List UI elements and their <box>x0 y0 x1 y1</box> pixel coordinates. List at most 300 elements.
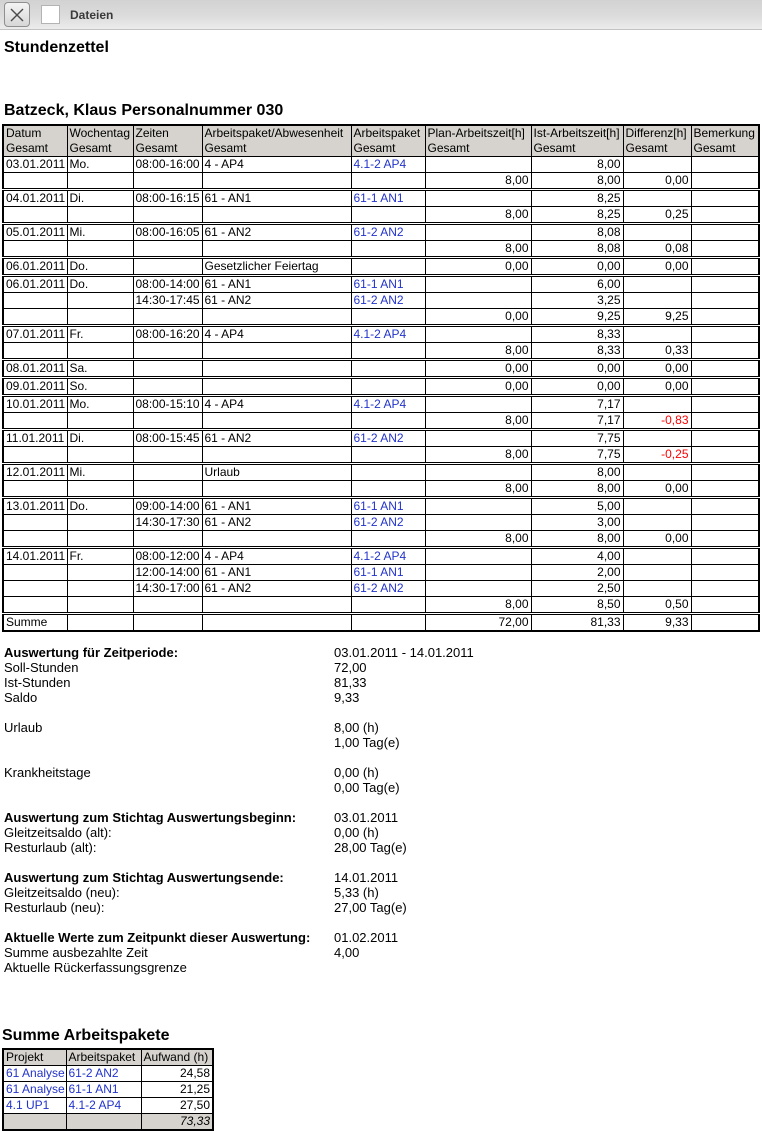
summary-row <box>4 645 762 660</box>
timesheet-cell <box>133 531 202 548</box>
timesheet-cell: Mi. <box>67 464 133 481</box>
timesheet-cell: Do. <box>67 276 133 293</box>
summary-row <box>4 960 762 975</box>
timesheet-cell: 0,00 <box>623 258 691 276</box>
timesheet-cell: 12.01.2011 <box>3 464 67 481</box>
timesheet-cell: 8,08 <box>531 241 623 258</box>
timesheet-cell: 0,25 <box>623 207 691 224</box>
packages-cell <box>66 1114 141 1131</box>
timesheet-cell <box>351 258 425 276</box>
timesheet-cell <box>691 241 759 258</box>
timesheet-cell <box>67 531 133 548</box>
summary-value: 0,00 (h) <box>334 825 379 840</box>
timesheet-cell: 8,00 <box>531 481 623 498</box>
timesheet-header-row <box>3 125 759 157</box>
timesheet-cell <box>691 531 759 548</box>
timesheet-cell: 0,00 <box>531 258 623 276</box>
arbeitspaket-link[interactable]: 61-2 AN2 <box>353 431 404 445</box>
arbeitspaket-link[interactable]: 61-2 AN2 <box>68 1066 119 1080</box>
timesheet-cell: 06.01.2011 <box>3 276 67 293</box>
summary-label <box>4 780 334 795</box>
timesheet-cell: 04.01.2011 <box>3 190 67 207</box>
packages-row <box>3 1098 213 1114</box>
timesheet-cell: 0,08 <box>623 241 691 258</box>
timesheet-row <box>3 413 759 430</box>
timesheet-cell <box>133 360 202 378</box>
timesheet-cell: 0,00 <box>623 531 691 548</box>
summary-row <box>4 765 762 780</box>
timesheet-cell <box>623 498 691 515</box>
timesheet-cell: 2,50 <box>531 581 623 597</box>
timesheet-cell <box>691 157 759 173</box>
timesheet-cell <box>351 157 425 173</box>
timesheet-cell: 12:00-14:00 <box>133 565 202 581</box>
timesheet-cell: 05.01.2011 <box>3 224 67 241</box>
timesheet-cell: Di. <box>67 190 133 207</box>
column-header-line1: Wochentag <box>69 126 130 140</box>
summary-row <box>4 885 762 900</box>
packages-cell <box>3 1066 66 1082</box>
timesheet-cell: 08:00-16:15 <box>133 190 202 207</box>
summary-label: Urlaub <box>4 720 43 735</box>
timesheet-cell: 14:30-17:30 <box>133 515 202 531</box>
timesheet-cell <box>351 309 425 326</box>
packages-cell <box>3 1098 66 1114</box>
dateien-checkbox[interactable] <box>41 5 60 24</box>
timesheet-cell <box>351 413 425 430</box>
summary-value: 27,00 Tag(e) <box>334 900 407 915</box>
timesheet-cell <box>351 343 425 360</box>
arbeitspaket-link[interactable]: 61-2 AN2 <box>353 581 404 595</box>
timesheet-row <box>3 157 759 173</box>
timesheet-cell <box>351 326 425 343</box>
timesheet-cell: 7,75 <box>531 430 623 447</box>
packages-header-row <box>3 1049 213 1066</box>
timesheet-cell: Do. <box>67 258 133 276</box>
summary-label: Auswertung zum Stichtag Auswertungsende: <box>4 870 284 885</box>
timesheet-cell: Urlaub <box>202 464 351 481</box>
timesheet-cell <box>202 378 351 396</box>
arbeitspaket-link[interactable]: 61-2 AN2 <box>353 293 404 307</box>
timesheet-cell: 81,33 <box>531 614 623 632</box>
timesheet-cell <box>351 190 425 207</box>
timesheet-cell <box>202 360 351 378</box>
timesheet-cell: Mo. <box>67 157 133 173</box>
timesheet-row <box>3 276 759 293</box>
timesheet-cell <box>623 548 691 565</box>
timesheet-cell: 13.01.2011 <box>3 498 67 515</box>
projekt-link[interactable]: 4.1 UP1 <box>6 1098 50 1112</box>
packages-table <box>2 1048 214 1131</box>
packages-cell: 24,58 <box>141 1066 213 1082</box>
timesheet-cell <box>691 515 759 531</box>
column-header-line2: Gesamt <box>533 141 576 155</box>
timesheet-cell: So. <box>67 378 133 396</box>
arbeitspaket-link[interactable]: 61-2 AN2 <box>353 225 404 239</box>
summary-label: Resturlaub (neu): <box>4 900 105 915</box>
arbeitspaket-link[interactable]: 4.1-2 AP4 <box>353 549 407 563</box>
timesheet-cell <box>351 581 425 597</box>
summary-row <box>4 780 762 795</box>
timesheet-cell: 14.01.2011 <box>3 548 67 565</box>
timesheet-row <box>3 293 759 309</box>
timesheet-cell <box>351 531 425 548</box>
timesheet-cell <box>425 548 531 565</box>
timesheet-cell: 08:00-16:00 <box>133 157 202 173</box>
timesheet-cell <box>133 173 202 190</box>
column-header-line1: Arbeitspaket <box>353 126 421 140</box>
timesheet-cell <box>67 481 133 498</box>
column-header-line2: Gesamt <box>69 141 112 155</box>
timesheet-cell <box>623 581 691 597</box>
summary-label <box>4 735 334 750</box>
summary-spacer <box>4 855 762 870</box>
timesheet-cell <box>425 515 531 531</box>
timesheet-row <box>3 396 759 413</box>
timesheet-cell: 8,50 <box>531 597 623 614</box>
timesheet-cell <box>351 597 425 614</box>
timesheet-cell: 0,50 <box>623 597 691 614</box>
timesheet-cell <box>351 293 425 309</box>
timesheet-cell <box>202 531 351 548</box>
timesheet-cell: 7,17 <box>531 413 623 430</box>
arbeitspaket-link[interactable]: 4.1-2 AP4 <box>68 1098 122 1112</box>
summary-row <box>4 735 762 750</box>
timesheet-cell: 0,00 <box>425 258 531 276</box>
timesheet-row <box>3 173 759 190</box>
timesheet-cell: 8,25 <box>531 207 623 224</box>
timesheet-cell: 0,00 <box>623 378 691 396</box>
timesheet-cell <box>67 597 133 614</box>
arbeitspaket-link[interactable]: 61-1 AN1 <box>353 191 404 205</box>
summary-label: Gleitzeitsaldo (alt): <box>4 825 112 840</box>
column-header-line1: Bemerkung <box>693 126 755 140</box>
timesheet-row <box>3 565 759 581</box>
summary-row <box>4 660 762 675</box>
summary-value: 28,00 Tag(e) <box>334 840 407 855</box>
timesheet-row <box>3 481 759 498</box>
timesheet-cell <box>133 447 202 464</box>
timesheet-cell <box>67 614 133 632</box>
packages-cell <box>3 1082 66 1098</box>
timesheet-cell <box>623 396 691 413</box>
summary-label: Aktuelle Rückerfassungsgrenze <box>4 960 187 975</box>
timesheet-cell: 8,00 <box>531 464 623 481</box>
timesheet-cell: 8,00 <box>531 157 623 173</box>
timesheet-cell: Gesetzlicher Feiertag <box>202 258 351 276</box>
summary-value: 81,33 <box>334 675 367 690</box>
timesheet-row <box>3 430 759 447</box>
timesheet-cell: Fr. <box>67 548 133 565</box>
timesheet-cell: 8,33 <box>531 343 623 360</box>
column-header-line2: Gesamt <box>6 141 49 155</box>
timesheet-column-header <box>351 125 425 157</box>
timesheet-cell: 8,00 <box>425 447 531 464</box>
timesheet-cell: Di. <box>67 430 133 447</box>
timesheet-column-header <box>691 125 759 157</box>
arbeitspaket-link[interactable]: 4.1-2 AP4 <box>353 327 407 341</box>
arbeitspaket-link[interactable]: 61-1 AN1 <box>353 565 404 579</box>
timesheet-cell: 08:00-12:00 <box>133 548 202 565</box>
timesheet-cell <box>351 276 425 293</box>
timesheet-cell: 8,00 <box>531 173 623 190</box>
timesheet-cell <box>3 241 67 258</box>
timesheet-cell: 03.01.2011 <box>3 157 67 173</box>
timesheet-cell <box>425 326 531 343</box>
timesheet-cell <box>351 430 425 447</box>
timesheet-cell <box>691 396 759 413</box>
timesheet-column-header <box>3 125 67 157</box>
timesheet-cell: 8,00 <box>425 413 531 430</box>
timesheet-cell <box>623 293 691 309</box>
summary-value: 5,33 (h) <box>334 885 379 900</box>
timesheet-column-header <box>623 125 691 157</box>
timesheet-cell <box>691 190 759 207</box>
column-header-line1: Datum <box>6 126 42 140</box>
timesheet-cell: 09:00-14:00 <box>133 498 202 515</box>
timesheet-cell: 0,00 <box>425 360 531 378</box>
timesheet-cell: 4 - AP4 <box>202 548 351 565</box>
timesheet-cell: 5,00 <box>531 498 623 515</box>
timesheet-cell <box>691 293 759 309</box>
timesheet-cell <box>202 207 351 224</box>
column-header-line1: Differenz[h] <box>625 126 687 140</box>
packages-heading: Summe Arbeitspakete <box>2 1027 170 1044</box>
summary-label: Resturlaub (alt): <box>4 840 97 855</box>
timesheet-cell <box>691 207 759 224</box>
timesheet-cell <box>691 343 759 360</box>
packages-row <box>3 1082 213 1098</box>
column-header-line2: Gesamt <box>625 141 668 155</box>
summary-label: Auswertung für Zeitperiode: <box>4 645 179 660</box>
employee-heading: Batzeck, Klaus Personalnummer 030 <box>4 102 284 119</box>
summary-label: Aktuelle Werte zum Zeitpunkt dieser Auswertung: <box>4 930 311 945</box>
summary-value: 14.01.2011 <box>334 870 399 885</box>
timesheet-cell: 08:00-15:45 <box>133 430 202 447</box>
timesheet-row <box>3 241 759 258</box>
timesheet-cell: 61 - AN2 <box>202 293 351 309</box>
arbeitspaket-link[interactable]: 4.1-2 AP4 <box>353 397 407 411</box>
arbeitspaket-link[interactable]: 61-1 AN1 <box>353 499 404 513</box>
summary-row <box>4 930 762 945</box>
column-header-line2: Gesamt <box>353 141 396 155</box>
timesheet-cell <box>202 447 351 464</box>
timesheet-cell <box>691 360 759 378</box>
summary-row <box>4 675 762 690</box>
timesheet-column-header <box>133 125 202 157</box>
packages-cell <box>66 1098 141 1114</box>
summary-value: 4,00 <box>334 945 360 960</box>
packages-cell <box>66 1066 141 1082</box>
timesheet-cell: 72,00 <box>425 614 531 632</box>
column-header-line1: Ist-Arbeitszeit[h] <box>533 126 620 140</box>
timesheet-cell <box>3 565 67 581</box>
timesheet-cell <box>133 464 202 481</box>
timesheet-cell: Mo. <box>67 396 133 413</box>
timesheet-cell <box>202 413 351 430</box>
timesheet-cell: 0,00 <box>531 378 623 396</box>
timesheet-cell: 8,00 <box>425 481 531 498</box>
timesheet-cell: 61 - AN1 <box>202 190 351 207</box>
timesheet-cell: 08.01.2011 <box>3 360 67 378</box>
timesheet-cell: 07.01.2011 <box>3 326 67 343</box>
column-header-line1: Zeiten <box>135 126 169 140</box>
timesheet-cell <box>691 614 759 632</box>
timesheet-row <box>3 614 759 632</box>
timesheet-cell <box>133 413 202 430</box>
timesheet-row <box>3 447 759 464</box>
timesheet-cell <box>351 378 425 396</box>
timesheet-cell <box>691 597 759 614</box>
timesheet-cell <box>3 531 67 548</box>
timesheet-cell <box>425 190 531 207</box>
summary-label: Summe ausbezahlte Zeit <box>4 945 148 960</box>
column-header-line2: Gesamt <box>135 141 178 155</box>
timesheet-cell: 10.01.2011 <box>3 396 67 413</box>
timesheet-cell: 0,00 <box>623 173 691 190</box>
summary-value: 03.01.2011 - 14.01.2011 <box>334 645 474 660</box>
timesheet-cell <box>67 293 133 309</box>
timesheet-cell <box>623 565 691 581</box>
timesheet-cell: 3,00 <box>531 515 623 531</box>
timesheet-cell: 61 - AN2 <box>202 515 351 531</box>
summary-value: 9,33 <box>334 690 360 705</box>
timesheet-row <box>3 360 759 378</box>
arbeitspaket-link[interactable]: 61-1 AN1 <box>353 277 404 291</box>
projekt-link[interactable]: 61 Analyse <box>6 1082 65 1096</box>
timesheet-cell <box>623 464 691 481</box>
timesheet-cell <box>67 241 133 258</box>
timesheet-cell: 8,00 <box>425 241 531 258</box>
column-header-line2: Gesamt <box>204 141 247 155</box>
summary-value <box>334 960 762 975</box>
packages-column-header: Arbeitspaket <box>66 1049 141 1066</box>
timesheet-cell <box>691 498 759 515</box>
timesheet-cell: 08:00-16:20 <box>133 326 202 343</box>
timesheet-cell <box>3 343 67 360</box>
timesheet-cell <box>133 258 202 276</box>
timesheet-cell: 9,25 <box>531 309 623 326</box>
timesheet-cell: 61 - AN1 <box>202 276 351 293</box>
timesheet-cell <box>202 481 351 498</box>
timesheet-cell <box>351 207 425 224</box>
timesheet-cell <box>351 565 425 581</box>
timesheet-cell <box>351 515 425 531</box>
timesheet-cell <box>202 241 351 258</box>
timesheet-cell: Mi. <box>67 224 133 241</box>
timesheet-cell <box>202 309 351 326</box>
timesheet-cell <box>425 396 531 413</box>
packages-cell: 21,25 <box>141 1082 213 1098</box>
packages-row <box>3 1066 213 1082</box>
timesheet-row <box>3 207 759 224</box>
packages-cell: 27,50 <box>141 1098 213 1114</box>
toolbar <box>0 0 762 30</box>
packages-total-value: 73,33 <box>141 1114 213 1131</box>
timesheet-cell <box>351 548 425 565</box>
timesheet-cell: 0,00 <box>531 360 623 378</box>
timesheet-cell <box>3 447 67 464</box>
summary-value: 03.01.2011 <box>334 810 399 825</box>
timesheet-cell <box>691 309 759 326</box>
timesheet-cell <box>3 309 67 326</box>
timesheet-cell: 08:00-16:05 <box>133 224 202 241</box>
arbeitspaket-link[interactable]: 61-2 AN2 <box>353 515 404 529</box>
summary-row <box>4 840 762 855</box>
timesheet-cell <box>351 396 425 413</box>
timesheet-cell <box>425 565 531 581</box>
summary-label: Gleitzeitsaldo (neu): <box>4 885 120 900</box>
summary-value: 8,00 (h) <box>334 720 379 735</box>
timesheet-cell <box>351 360 425 378</box>
negative-difference: -0,83 <box>661 413 689 427</box>
summary-row <box>4 870 762 885</box>
timesheet-row <box>3 309 759 326</box>
timesheet-cell: 09.01.2011 <box>3 378 67 396</box>
timesheet-cell: 4,00 <box>531 548 623 565</box>
timesheet-row <box>3 326 759 343</box>
timesheet-cell <box>3 293 67 309</box>
arbeitspaket-link[interactable]: 4.1-2 AP4 <box>353 157 407 171</box>
timesheet-row <box>3 343 759 360</box>
packages-cell <box>3 1114 66 1131</box>
summary-value: 72,00 <box>334 660 367 675</box>
timesheet-cell <box>425 464 531 481</box>
timesheet-cell: 0,00 <box>623 481 691 498</box>
timesheet-cell <box>425 581 531 597</box>
timesheet-cell <box>623 157 691 173</box>
timesheet-cell: 7,75 <box>531 447 623 464</box>
packages-cell <box>66 1082 141 1098</box>
timesheet-cell <box>691 276 759 293</box>
timesheet-cell: 8,00 <box>425 597 531 614</box>
timesheet-cell: 8,00 <box>425 343 531 360</box>
arbeitspaket-link[interactable]: 61-1 AN1 <box>68 1082 119 1096</box>
timesheet-cell: 14:30-17:00 <box>133 581 202 597</box>
timesheet-cell: 8,00 <box>425 173 531 190</box>
timesheet-row <box>3 531 759 548</box>
timesheet-cell <box>623 413 691 430</box>
timesheet-cell <box>691 173 759 190</box>
timesheet-cell: Do. <box>67 498 133 515</box>
close-button[interactable] <box>4 2 30 27</box>
summary-row <box>4 690 762 705</box>
column-header-line2: Gesamt <box>427 141 470 155</box>
timesheet-cell <box>67 207 133 224</box>
timesheet-cell <box>623 430 691 447</box>
timesheet-cell <box>691 581 759 597</box>
summary-label: Soll-Stunden <box>4 660 79 675</box>
timesheet-cell <box>67 173 133 190</box>
page-title: Stundenzettel <box>4 39 109 56</box>
timesheet-cell <box>133 614 202 632</box>
timesheet-cell <box>202 597 351 614</box>
summary-row <box>4 810 762 825</box>
timesheet-cell <box>691 481 759 498</box>
column-header-line1: Plan-Arbeitszeit[h] <box>427 126 525 140</box>
timesheet-cell <box>67 515 133 531</box>
projekt-link[interactable]: 61 Analyse <box>6 1066 65 1080</box>
timesheet-cell: 8,08 <box>531 224 623 241</box>
timesheet-cell <box>351 224 425 241</box>
timesheet-cell: 4 - AP4 <box>202 326 351 343</box>
timesheet-cell <box>691 413 759 430</box>
timesheet-cell: Sa. <box>67 360 133 378</box>
timesheet-row <box>3 548 759 565</box>
timesheet-row <box>3 378 759 396</box>
timesheet-cell <box>351 481 425 498</box>
timesheet-cell <box>351 173 425 190</box>
